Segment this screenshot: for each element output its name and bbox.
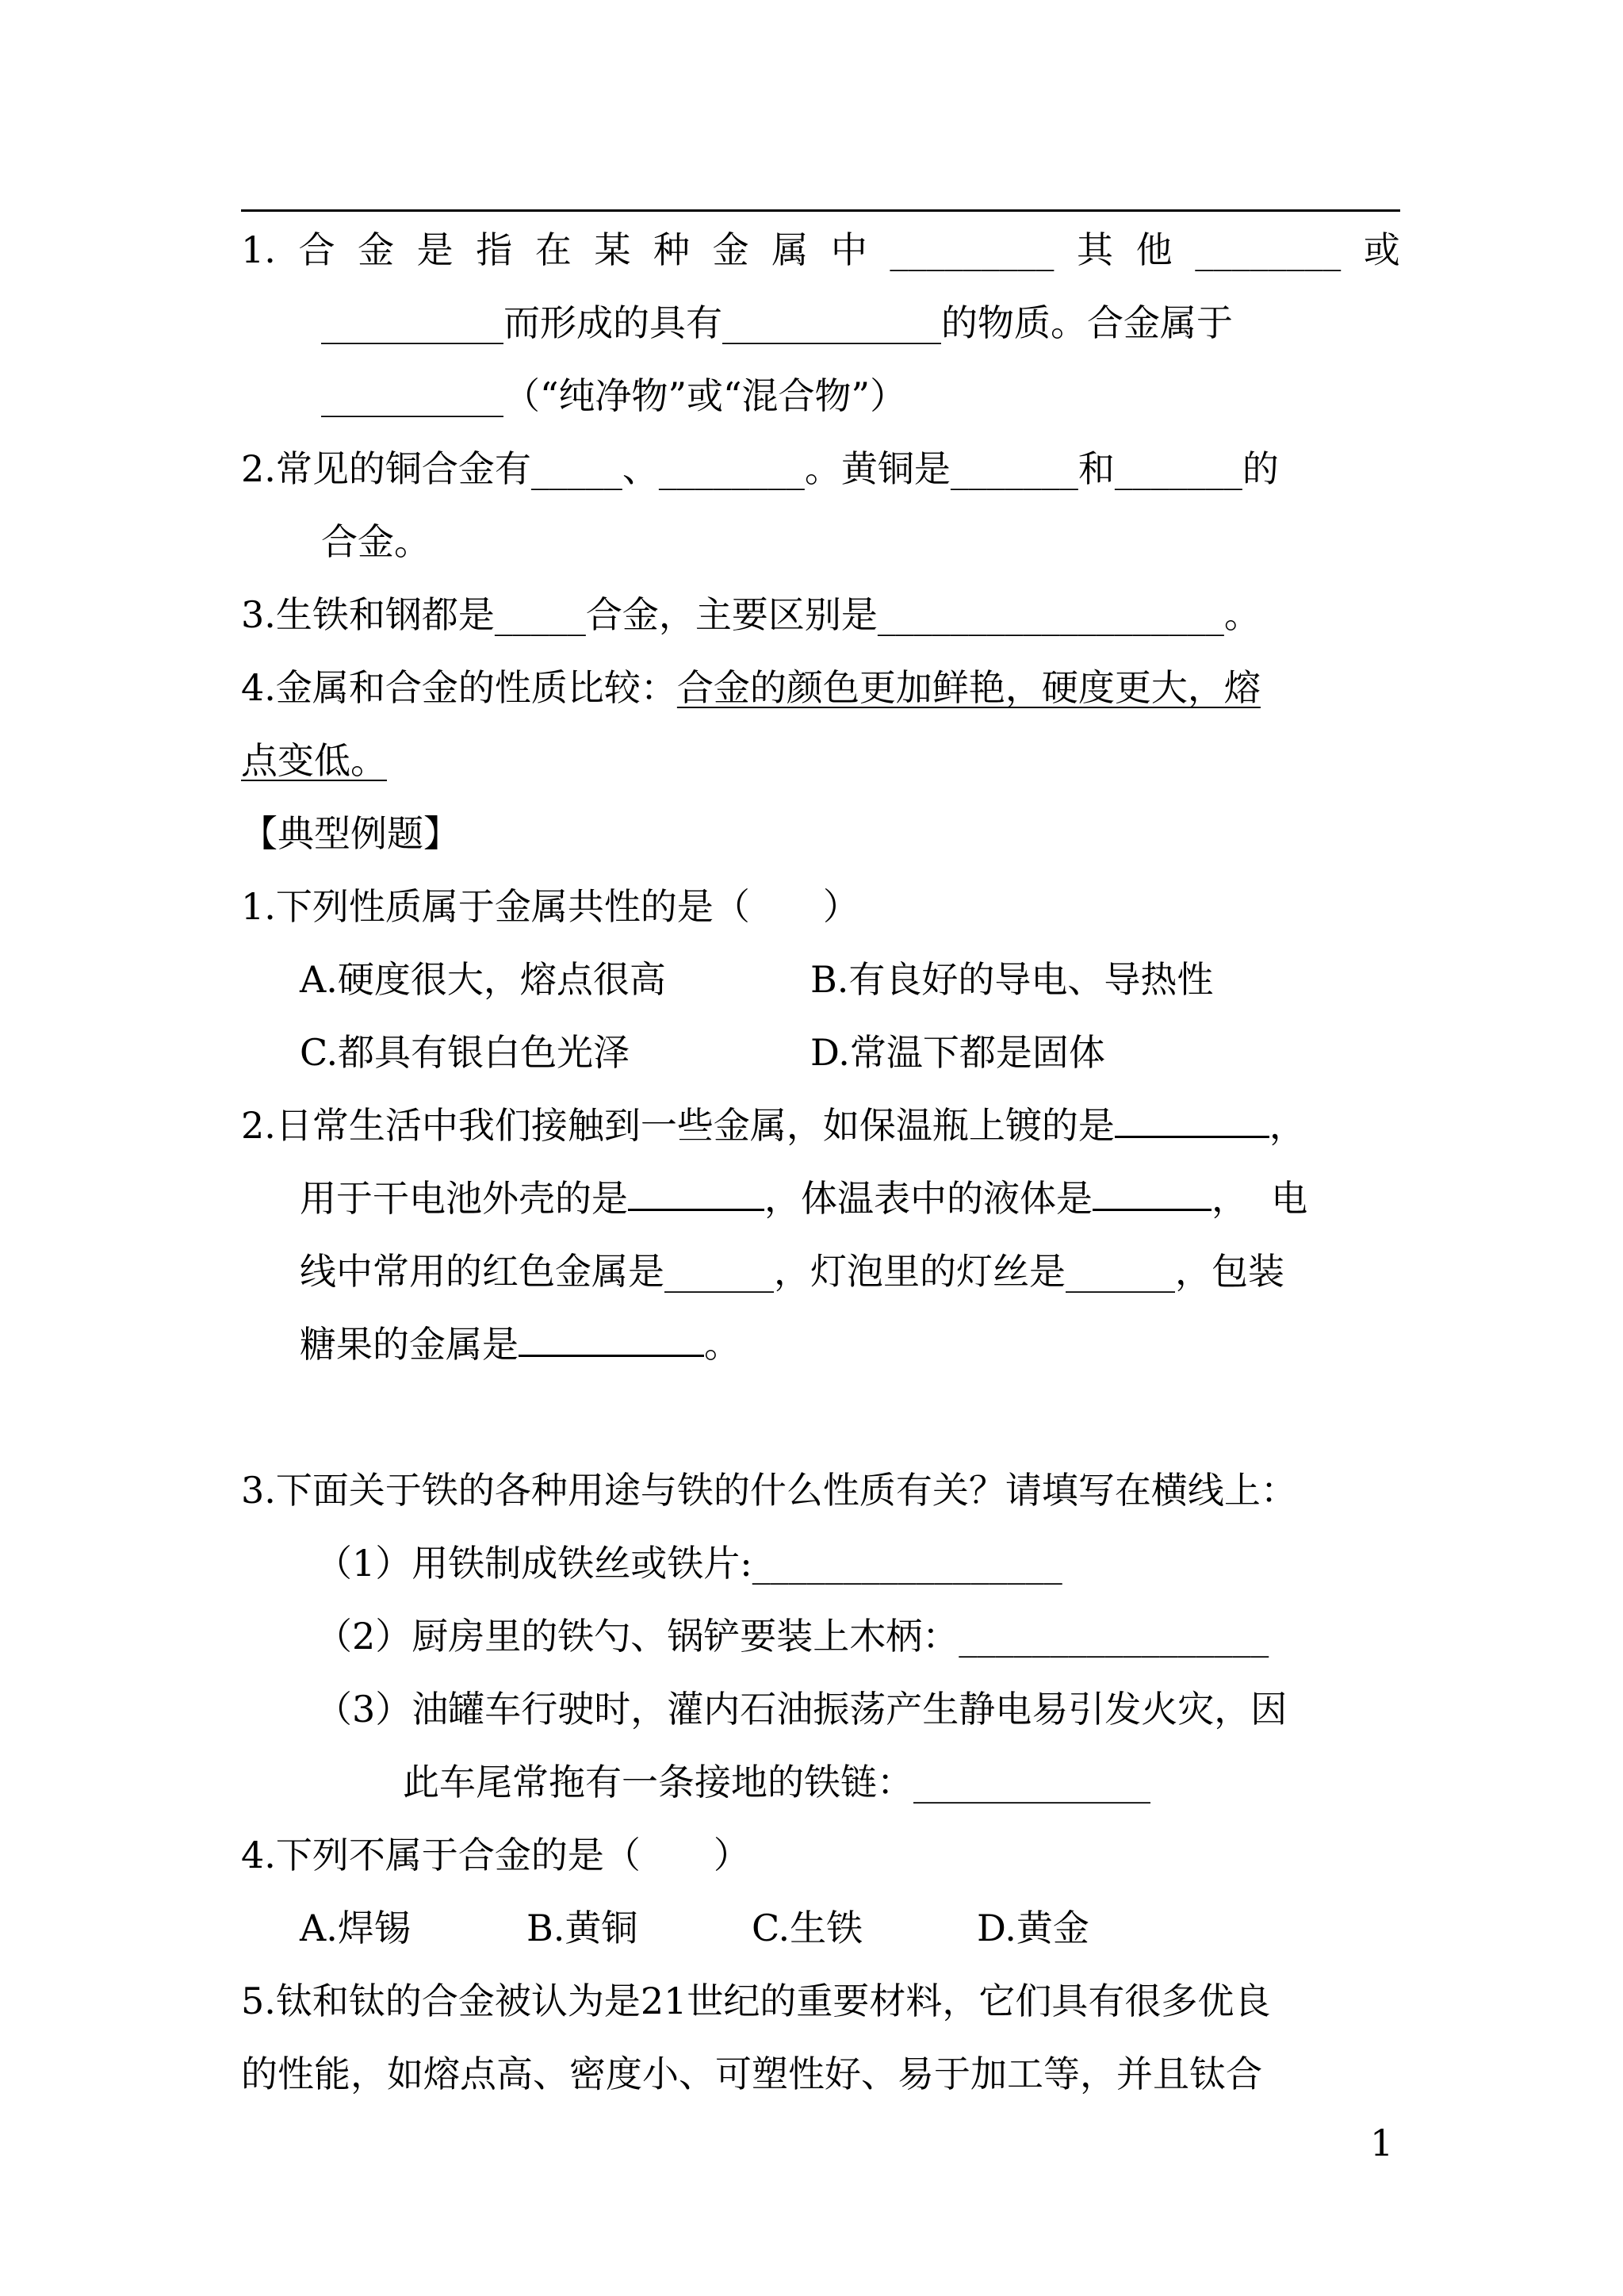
blank bbox=[519, 1321, 704, 1357]
header-rule bbox=[241, 209, 1400, 212]
blank bbox=[628, 1175, 764, 1211]
blank: ________ bbox=[1195, 228, 1342, 271]
ex4-option-a: A.焊锡 bbox=[300, 1907, 411, 1949]
ex1-option-c: C.都具有银白色光泽 bbox=[300, 1031, 630, 1074]
ex4-option-c: C.生铁 bbox=[752, 1907, 863, 1949]
ex3-item-2: （2）厨房里的铁勺、锅铲要装上木柄：_________________ bbox=[316, 1615, 1269, 1658]
q1-line-2: __________而形成的具有____________的物质。合金属于 bbox=[321, 301, 1233, 344]
q3-line: 3.生铁和钢都是_____合金，主要区别是___________________。 bbox=[241, 593, 1261, 636]
blank: _________ bbox=[890, 228, 1055, 271]
ex3-item-3-cont: 此车尾常拖有一条接地的铁链：_____________ bbox=[403, 1761, 1150, 1803]
blank bbox=[1115, 1102, 1269, 1138]
ex4-option-b: B.黄铜 bbox=[526, 1907, 638, 1949]
ex3-stem: 3.下面关于铁的各种用途与铁的什么性质有关？请填写在横线上： bbox=[241, 1469, 1297, 1512]
q4-line-2: 点变低。 bbox=[241, 739, 387, 782]
page-number: 1 bbox=[1370, 2122, 1394, 2164]
ex2-line-4: 糖果的金属是 。 bbox=[300, 1323, 741, 1366]
blank bbox=[1093, 1175, 1212, 1211]
ex1-option-a: A.硬度很大，熔点很高 bbox=[300, 958, 666, 1001]
ex3-item-3: （3）油罐车行驶时，灌内石油振荡产生静电易引发火灾，因 bbox=[316, 1688, 1288, 1731]
q2-line-2: 合金。 bbox=[321, 520, 431, 563]
ex4-stem: 4.下列不属于合金的是（ ） bbox=[241, 1834, 750, 1876]
ex2-line-3: 线中常用的红色金属是______，灯泡里的灯丝是______，包装 bbox=[300, 1250, 1284, 1293]
ex2-line-1: 2.日常生活中我们接触到一些金属，如保温瓶上镀的是 ， bbox=[241, 1104, 1306, 1147]
ex2-line-2: 用于干电池外壳的是 ，体温表中的液体是 ， 电 bbox=[300, 1177, 1308, 1220]
ex5-line-2: 的性能，如熔点高、密度小、可塑性好、易于加工等，并且钛合 bbox=[241, 2053, 1262, 2095]
ex1-option-d: D.常温下都是固体 bbox=[810, 1031, 1105, 1074]
section-title: 【典型例题】 bbox=[241, 812, 460, 855]
q1-number: 1. bbox=[241, 228, 276, 271]
answer-underlined: 合金的颜色更加鲜艳，硬度更大，熔 bbox=[676, 666, 1261, 709]
q1-line-3: __________（“纯净物”或“混合物”） bbox=[321, 374, 907, 417]
ex1-option-b: B.有良好的导电、导热性 bbox=[810, 958, 1214, 1001]
ex4-option-d: D.黄金 bbox=[977, 1907, 1089, 1949]
ex3-item-1: （1）用铁制成铁丝或铁片:_________________ bbox=[316, 1542, 1062, 1585]
q4-line-1: 4.金属和合金的性质比较：合金的颜色更加鲜艳，硬度更大，熔 bbox=[241, 666, 1261, 709]
ex5-line-1: 5.钛和钛的合金被认为是21世纪的重要材料，它们具有很多优良 bbox=[241, 1980, 1271, 2022]
ex1-stem: 1.下列性质属于金属共性的是（ ） bbox=[241, 885, 859, 928]
q2-line-1: 2.常见的铜合金有_____、________。黄铜是_______和_______的 bbox=[241, 447, 1279, 490]
q1-line-1: 1. 合 金 是 指 在 某 种 金 属 中 _________ 其 他 ________ 或 bbox=[241, 226, 1400, 274]
